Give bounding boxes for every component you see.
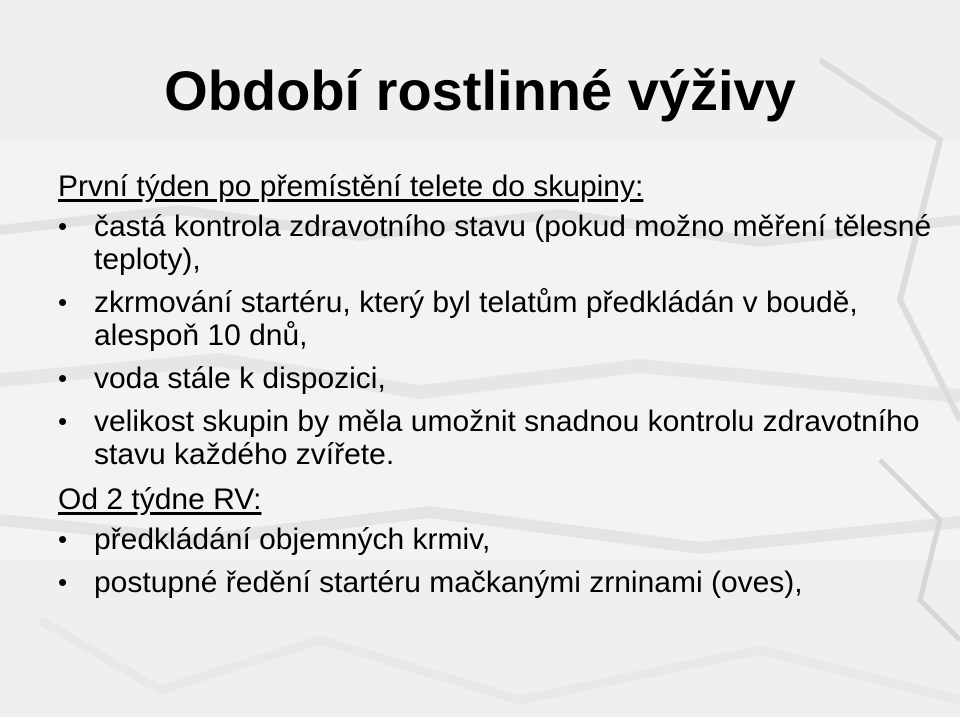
slide-title: Období rostlinné výživy xyxy=(164,59,796,122)
list-item: • častá kontrola zdravotního stavu (pokud možno měření tělesné teploty), xyxy=(58,210,938,276)
list-item: • voda stále k dispozici, xyxy=(58,362,938,395)
list-item: • postupné ředění startéru mačkanými zrninami (oves), xyxy=(58,566,938,599)
list-item: • zkrmování startéru, který byl telatům předkládán v boudě, alespoň 10 dnů, xyxy=(58,286,938,352)
list-item: • velikost skupin by měla umožnit snadnou kontrolu zdravotního stavu každého zvířete. xyxy=(58,405,938,471)
bullet-list-first-week xyxy=(58,210,938,471)
slide-content xyxy=(58,168,938,609)
list-item: • předkládání objemných krmiv, xyxy=(58,523,938,556)
section-heading-first-week: První týden po přemístění telete do skupiny: xyxy=(58,170,644,203)
bullet-list-week-two xyxy=(58,523,938,599)
section-heading-week-two: Od 2 týdne RV: xyxy=(58,483,262,516)
